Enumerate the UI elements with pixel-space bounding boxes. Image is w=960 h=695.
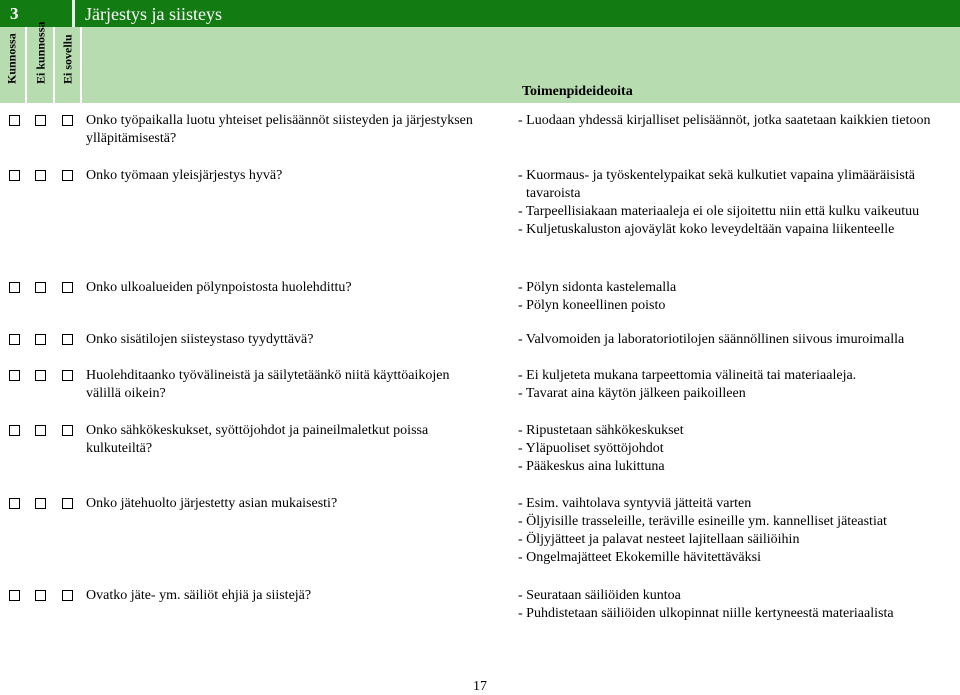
action-item: - Öljyisille trasseleille, teräville esineille ym. kannelliset jäteastiat bbox=[518, 514, 887, 529]
checkbox-not-ok[interactable] bbox=[35, 590, 46, 601]
action-list bbox=[518, 112, 958, 130]
checkbox-ok[interactable] bbox=[9, 370, 20, 381]
column-ok-header: Kunnossa bbox=[4, 33, 19, 84]
question-text: Onko työpaikalla luotu yhteiset pelisäännöt siisteyden ja järjestyksen ylläpitämisestä? bbox=[86, 113, 473, 146]
question-text: Huolehditaanko työvälineistä ja säilytetäänkö niitä käyttöaikojen välillä oikein? bbox=[86, 368, 450, 401]
checkbox-ok[interactable] bbox=[9, 115, 20, 126]
action-list bbox=[518, 331, 958, 349]
checkbox-na[interactable] bbox=[62, 115, 73, 126]
checkbox-ok[interactable] bbox=[9, 425, 20, 436]
action-item: - Yläpuoliset syöttöjohdot bbox=[518, 441, 664, 456]
action-item: - Puhdistetaan säiliöiden ulkopinnat niille kertyneestä materiaalista bbox=[518, 606, 894, 621]
checkbox-not-ok[interactable] bbox=[35, 334, 46, 345]
question-text: Onko jätehuolto järjestetty asian mukaisesti? bbox=[86, 496, 338, 511]
question-text: Onko sähkökeskukset, syöttöjohdot ja paineilmaletkut poissa kulkuteiltä? bbox=[86, 423, 429, 456]
action-item: - Tavarat aina käytön jälkeen paikoilleen bbox=[518, 386, 746, 401]
checkbox-ok[interactable] bbox=[9, 170, 20, 181]
action-item: - Ongelmajätteet Ekokemille hävitettäväksi bbox=[518, 550, 761, 565]
checkbox-not-ok[interactable] bbox=[35, 498, 46, 509]
column-not-ok-header: Ei kunnossa bbox=[33, 21, 48, 84]
action-item: - Kuljetuskaluston ajoväylät koko leveydeltään vapaina liikenteelle bbox=[518, 222, 895, 237]
action-item: - Pölyn sidonta kastelemalla bbox=[518, 280, 677, 295]
checkbox-ok[interactable] bbox=[9, 590, 20, 601]
action-item: - Tarpeellisiakaan materiaaleja ei ole sijoitettu niin että kulku vaikeutuu bbox=[518, 204, 920, 219]
action-list bbox=[518, 167, 958, 239]
checkbox-na[interactable] bbox=[62, 282, 73, 293]
checkbox-not-ok[interactable] bbox=[35, 115, 46, 126]
checkbox-na[interactable] bbox=[62, 170, 73, 181]
action-item: - Pääkeskus aina lukittuna bbox=[518, 459, 665, 474]
checkbox-not-ok[interactable] bbox=[35, 282, 46, 293]
action-item: - Valvomoiden ja laboratoriotilojen säännöllinen siivous imuroimalla bbox=[518, 332, 905, 347]
checkbox-na[interactable] bbox=[62, 590, 73, 601]
column-divider bbox=[25, 27, 27, 103]
checkbox-not-ok[interactable] bbox=[35, 170, 46, 181]
action-list bbox=[518, 587, 958, 623]
checkbox-na[interactable] bbox=[62, 498, 73, 509]
action-item: - Ripustetaan sähkökeskukset bbox=[518, 423, 684, 438]
header-divider bbox=[72, 0, 75, 27]
action-list bbox=[518, 422, 958, 476]
section-title: Järjestys ja siisteys bbox=[85, 4, 222, 24]
column-divider bbox=[80, 27, 82, 103]
question-text: Ovatko jäte- ym. säiliöt ehjiä ja siistejä? bbox=[86, 588, 312, 603]
checkbox-na[interactable] bbox=[62, 425, 73, 436]
checkbox-ok[interactable] bbox=[9, 498, 20, 509]
action-list bbox=[518, 495, 958, 567]
action-item: - Esim. vaihtolava syntyviä jätteitä varten bbox=[518, 496, 752, 511]
action-item: - Kuormaus- ja työskentelypaikat sekä kulkutiet vapaina ylimääräisistä tavaroista bbox=[518, 168, 915, 201]
action-item: - Öljyjätteet ja palavat nesteet lajitellaan säiliöihin bbox=[518, 532, 800, 547]
action-item: - Ei kuljeteta mukana tarpeettomia välineitä tai materiaaleja. bbox=[518, 368, 857, 383]
action-item: - Luodaan yhdessä kirjalliset pelisäännöt, jotka saatetaan kaikkien tietoon bbox=[518, 113, 931, 128]
checkbox-ok[interactable] bbox=[9, 334, 20, 345]
action-list bbox=[518, 367, 958, 403]
action-item: - Pölyn koneellinen poisto bbox=[518, 298, 666, 313]
actions-column-header: Toimenpideideoita bbox=[522, 84, 633, 99]
checkbox-ok[interactable] bbox=[9, 282, 20, 293]
action-list bbox=[518, 279, 958, 315]
column-header-band bbox=[0, 21, 960, 103]
checkbox-not-ok[interactable] bbox=[35, 425, 46, 436]
action-item: - Seurataan säiliöiden kuntoa bbox=[518, 588, 681, 603]
question-text: Onko sisätilojen siisteystaso tyydyttävä? bbox=[86, 332, 314, 347]
section-number: 3 bbox=[10, 4, 19, 23]
checkbox-na[interactable] bbox=[62, 334, 73, 345]
question-text: Onko työmaan yleisjärjestys hyvä? bbox=[86, 168, 283, 183]
question-text: Onko ulkoalueiden pölynpoistosta huolehdittu? bbox=[86, 280, 352, 295]
checkbox-na[interactable] bbox=[62, 370, 73, 381]
column-divider bbox=[53, 27, 55, 103]
column-na-header: Ei sovellu bbox=[60, 34, 75, 84]
section-header bbox=[0, 0, 960, 27]
checkbox-not-ok[interactable] bbox=[35, 370, 46, 381]
page-number: 17 bbox=[473, 679, 487, 694]
